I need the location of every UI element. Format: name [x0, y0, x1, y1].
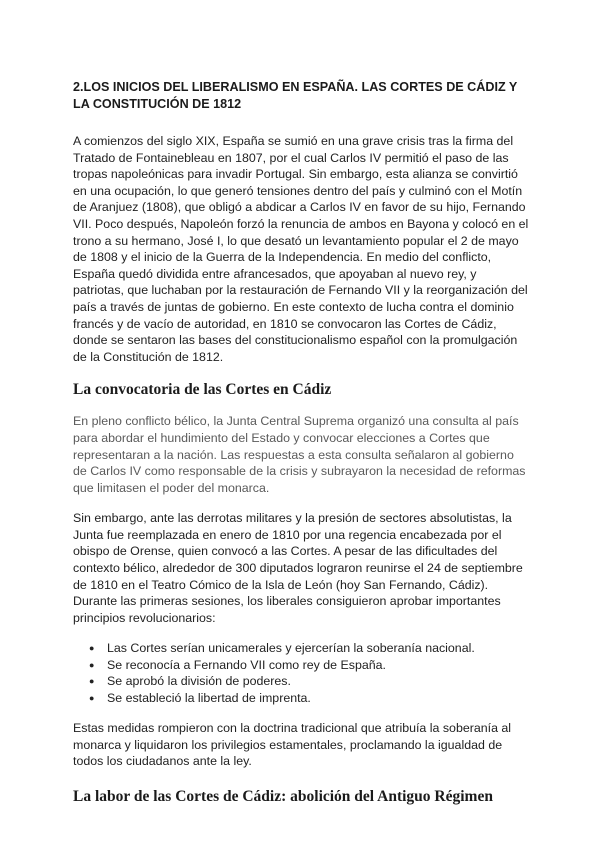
document-title: 2.LOS INICIOS DEL LIBERALISMO EN ESPAÑA. LAS CORTES DE CÁDIZ Y LA CONSTITUCIÓN DE 1812: [73, 80, 518, 111]
intro-paragraph: A comienzos del siglo XIX, España se sumió en una grave crisis tras la firma del Tratado de Fontainebleau en 1807, por el cual Carlos IV permitió el paso de las tropas napoleónicas para invadir Portugal. Sin embargo, esta alianza se convirtió en una ocupación, lo que generó tensiones dentro del país y culminó con el Motín de Aranjuez (1808), que obligó a abdicar a Carlos IV en favor de su hijo, Fernando VII. Poco después, Napoleón forzó la renuncia de ambos en Bayona y colocó en el trono a su hermano, José I, lo que desató un levantamiento popular el 2 de mayo de 1808 y el inicio de la Guerra de la Independencia. En medio del conflicto, España quedó dividida entre afrancesados, que apoyaban al nuevo rey, y patriotas, que luchaban por la restauración de Fernando VII y la reorganización del país a través de juntas de gobierno. En este contexto de lucha contra el dominio francés y de vacío de autoridad, en 1810 se convocaron las Cortes de Cádiz, donde se sentaron las bases del constitucionalismo español con la promulgación de la Constitución de 1812.: [73, 134, 529, 364]
section-heading-convocatoria: La convocatoria de las Cortes en Cádiz: [73, 381, 332, 399]
section1-paragraph-2: Sin embargo, ante las derrotas militares y la presión de sectores absolutistas, la Junta fue reemplazada en enero de 1810 por una regencia encabezada por el obispo de Orense, quien convocó a las Cortes. A pesar de las dificultades del contexto bélico, alrededor de 300 diputados lograron reunirse el 24 de septiembre de 1810 en el Teatro Cómico de la Isla de León (hoy San Fernando, Cádiz). Durante las primeras sesiones, los liberales consiguieron aprobar importantes principios revolucionarios:: [73, 511, 523, 625]
list-item: ● Se aprobó la división de poderes.: [73, 673, 530, 689]
list-item: ● Se estableció la libertad de imprenta.: [73, 690, 530, 706]
section1-paragraph-3: Estas medidas rompieron con la doctrina tradicional que atribuía la soberanía al monarca y liquidaron los privilegios estamentales, proclamando la igualdad de todos los ciudadanos ante la ley.: [73, 721, 512, 769]
list-item: ● Las Cortes serían unicamerales y ejercerían la soberanía nacional.: [73, 640, 530, 656]
principles-list: [73, 640, 530, 706]
section1-paragraph-1: En pleno conflicto bélico, la Junta Central Suprema organizó una consulta al país para abordar el hundimiento del Estado y convocar elecciones a Cortes que representaran a la nación. Las respuestas a esta consulta señalaron al gobierno de Carlos IV como responsable de la crisis y subrayaron la necesidad de reformas que limitasen el poder del monarca.: [73, 414, 526, 495]
list-item: ● Se reconocía a Fernando VII como rey de España.: [73, 657, 530, 673]
section-heading-labor: La labor de las Cortes de Cádiz: abolición del Antiguo Régimen: [73, 787, 493, 805]
